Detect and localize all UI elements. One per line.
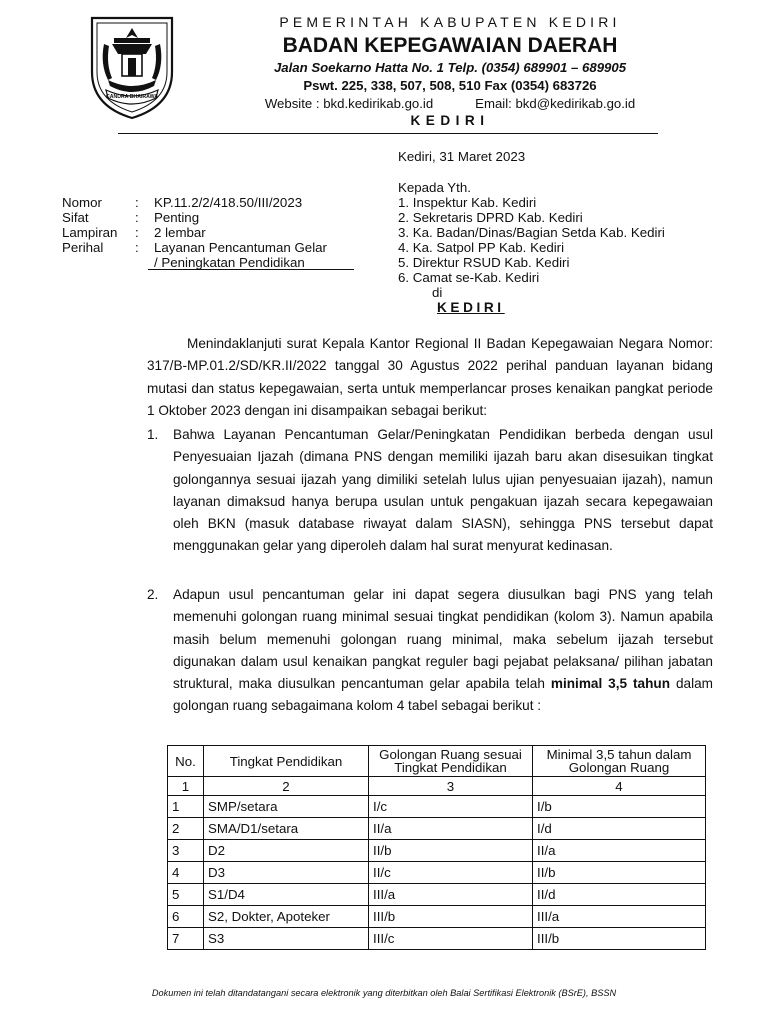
table-cell: 3 — [168, 840, 204, 862]
column-number: 2 — [204, 777, 369, 796]
table-cell: III/a — [533, 906, 706, 928]
meta-label: Nomor — [62, 195, 102, 210]
letterhead-government: PEMERINTAH KABUPATEN KEDIRI — [279, 14, 621, 30]
letterhead-phones: Pswt. 225, 338, 507, 508, 510 Fax (0354) 683726 — [303, 78, 597, 93]
table-cell: I/b — [533, 796, 706, 818]
item2-emphasis: minimal 3,5 tahun — [550, 676, 671, 692]
table-cell: SMA/D1/setara — [204, 818, 369, 840]
table-cell: II/d — [533, 884, 706, 906]
item2-text-a: Adapun usul pencantuman gelar ini dapat segera diusulkan bagi PNS yang telah memenuhi golongan ruang minimal sesuai tingkat pendidikan (kolom 3). Namun apabila masih belum memenuhi golongan ruang minimal, maka sebelum ijazah tersebut digunakan dalam usul kenaikan pangkat reguler bagi pejabat pelaksana/ pilihan jabatan struktural, maka diusulkan pencantuman gelar apabila telah — [173, 587, 713, 692]
meta-colon: : — [135, 195, 139, 210]
table-cell: III/c — [369, 928, 533, 950]
meta-label: Lampiran — [62, 225, 118, 240]
recipient-item: 6. Camat se-Kab. Kediri — [398, 270, 540, 285]
table-row — [168, 928, 706, 950]
table-column-number-row — [168, 777, 706, 796]
table-cell: II/c — [369, 862, 533, 884]
table-cell: I/c — [369, 796, 533, 818]
list-item-1: Bahwa Layanan Pencantuman Gelar/Peningkatan Pendidikan berbeda dengan usul Penyesuaian Ijazah (dimana PNS dengan memiliki ijazah baru akan disesuikan tingkat golongannya sesuai ijazah yang dimiliki setelah lulus ujian penyesuaian ijazah), namun layanan dimaksud hanya berupa usulan untuk pengakuan ijazah secara kepegawaian oleh BKN (masuk database riwayat dalam SIASN), sehingga PNS tersebut dapat menggunakan gelar yang diperoleh dalam hal surat menyurat kedinasan. — [173, 427, 713, 554]
table-header: No. — [168, 746, 204, 777]
addressee-salutation: Kepada Yth. — [398, 180, 471, 195]
table-row — [168, 818, 706, 840]
recipient-list — [398, 195, 665, 285]
recipient-item: 3. Ka. Badan/Dinas/Bagian Setda Kab. Kediri — [398, 225, 665, 240]
table-cell: S2, Dokter, Apoteker — [204, 906, 369, 928]
meta-value: Layanan Pencantuman Gelar — [154, 240, 327, 255]
meta-value: Penting — [154, 210, 200, 225]
meta-label: Perihal — [62, 240, 104, 255]
letterhead-city: KEDIRI — [410, 113, 490, 128]
table-row — [168, 840, 706, 862]
table-cell: 1 — [168, 796, 204, 818]
meta-value: / Peningkatan Pendidikan — [154, 255, 305, 270]
letterhead-agency: BADAN KEPEGAWAIAN DAERAH — [282, 34, 618, 57]
meta-value: KP.11.2/2/418.50/III/2023 — [154, 195, 303, 210]
table-cell: S3 — [204, 928, 369, 950]
table-cell: III/b — [369, 906, 533, 928]
addressee-city: KEDIRI — [437, 300, 505, 315]
kediri-regency-emblem — [86, 14, 178, 122]
table-row — [168, 906, 706, 928]
table-header: Tingkat Pendidikan — [204, 746, 369, 777]
table-cell: D3 — [204, 862, 369, 884]
table-cell: S1/D4 — [204, 884, 369, 906]
table-cell: II/a — [369, 818, 533, 840]
recipient-item: 1. Inspektur Kab. Kediri — [398, 195, 537, 210]
meta-colon: : — [135, 225, 139, 240]
meta-colon: : — [135, 210, 139, 225]
item2-text-b: dalam golongan ruang sebagaimana kolom 4 tabel sebagai berikut : — [173, 676, 714, 714]
table-cell: II/b — [369, 840, 533, 862]
table-cell: 5 — [168, 884, 204, 906]
table-cell: III/a — [369, 884, 533, 906]
table-cell: D2 — [204, 840, 369, 862]
list-item-2 — [173, 584, 713, 718]
table-row — [168, 884, 706, 906]
table-cell: 2 — [168, 818, 204, 840]
table-header: Minimal 3,5 tahun dalam Golongan Ruang — [533, 746, 706, 777]
letterhead-address: Jalan Soekarno Hatta No. 1 Telp. (0354) 689901 – 689905 — [273, 60, 627, 75]
item-number: 1. — [147, 427, 159, 442]
letterhead-contacts — [190, 96, 710, 111]
addressee-di: di — [432, 285, 443, 300]
perihal-underline — [148, 269, 354, 270]
recipient-item: 2. Sekretaris DPRD Kab. Kediri — [398, 210, 583, 225]
item-number: 2. — [147, 587, 159, 602]
letterhead-website: Website : bkd.kedirikab.go.id — [264, 96, 434, 111]
column-number: 1 — [168, 777, 204, 796]
recipient-item: 4. Ka. Satpol PP Kab. Kediri — [398, 240, 565, 255]
column-number: 3 — [369, 777, 533, 796]
table-cell: 7 — [168, 928, 204, 950]
table-header-row — [168, 746, 706, 777]
meta-colon: : — [135, 240, 139, 255]
letterhead-divider — [118, 133, 658, 134]
e-signature-footer: Dokumen ini telah ditandatangani secara elektronik yang diterbitkan oleh Balai Sertifikasi Elektronik (BSrE), BSSN — [151, 988, 617, 998]
letter-date: Kediri, 31 Maret 2023 — [398, 149, 526, 164]
table-cell: III/b — [533, 928, 706, 950]
meta-label: Sifat — [62, 210, 89, 225]
recipient-item: 5. Direktur RSUD Kab. Kediri — [398, 255, 570, 270]
letterhead-email: Email: bkd@kedirikab.go.id — [475, 96, 636, 111]
emblem-motto: CANDRA BHAIRAWA — [106, 94, 158, 100]
table-cell: 4 — [168, 862, 204, 884]
table-row — [168, 796, 706, 818]
education-rank-table — [167, 745, 706, 950]
table-header: Golongan Ruang sesuai Tingkat Pendidikan — [369, 746, 533, 777]
table-row — [168, 862, 706, 884]
opening-paragraph: Menindaklanjuti surat Kepala Kantor Regional II Badan Kepegawaian Negara Nomor: 317/B-MP.01.2/SD/KR.II/2022 tanggal 30 Agustus 2022 perihal panduan layanan bidang mutasi dan status kepegawaian, serta untuk memperlancar proses kenaikan pangkat periode 1 Oktober 2023 dengan ini disampaikan sebagai berikut: — [147, 336, 713, 418]
table-cell: II/b — [533, 862, 706, 884]
column-number: 4 — [533, 777, 706, 796]
table-cell: II/a — [533, 840, 706, 862]
table-cell: I/d — [533, 818, 706, 840]
meta-value: 2 lembar — [154, 225, 206, 240]
table-cell: SMP/setara — [204, 796, 369, 818]
table-cell: 6 — [168, 906, 204, 928]
